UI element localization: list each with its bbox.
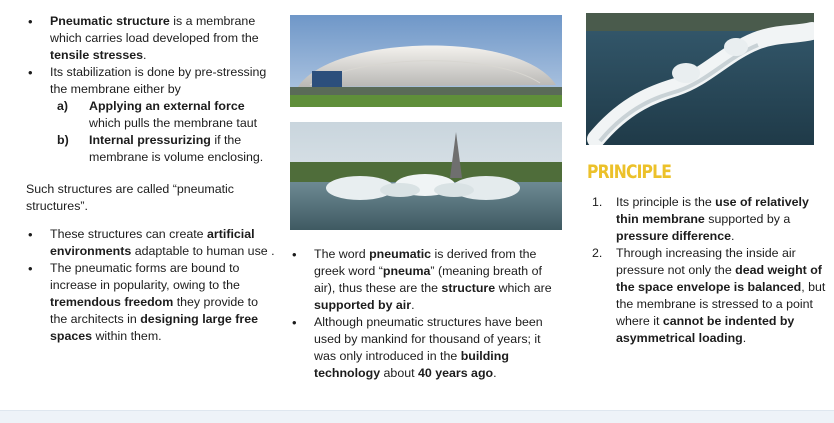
- environments-bullet: • These structures can create artificial environments adaptable to human use .: [26, 226, 276, 260]
- method-b-label: b): [57, 133, 69, 147]
- principle-list: [586, 194, 826, 347]
- principle-item-2: 2. Through increasing the inside air pressure not only the dead weight of the space envelope is balanced, but the membrane is stressed to a point where it cannot be indented by asymmetrical loading.: [592, 246, 826, 345]
- item-1-number: 1.: [592, 195, 603, 209]
- item-2-number: 2.: [592, 246, 603, 260]
- inflatable-bridge-photo: [586, 13, 814, 145]
- left-text-column: [26, 13, 276, 345]
- definition-list: [26, 13, 276, 98]
- history-bullet: • Although pneumatic structures have been used by mankind for thousand of years; it was only introduced in the building technology about 40 years ago.: [290, 314, 562, 382]
- principle-text-column: [586, 194, 826, 347]
- popularity-bullet: • The pneumatic forms are bound to increase in popularity, owing to the tremendous freedom they provide to the architects in designing large free spaces within them.: [26, 260, 276, 345]
- method-b: b) Internal pressurizing if the membrane is volume enclosing.: [57, 133, 264, 164]
- middle-text-column: [290, 246, 562, 382]
- etymology-bullet: • The word pneumatic is derived from the greek word “pneuma” (meaning breath of air), thus these are the structure which are supported by air.: [290, 246, 562, 314]
- stabilization-methods: [26, 98, 276, 166]
- etymology-list: [290, 246, 562, 382]
- naming-paragraph: Such structures are called “pneumatic structures”.: [26, 182, 234, 213]
- term-tensile-stresses: tensile stresses: [50, 48, 143, 62]
- term-pneumatic-structure: Pneumatic structure: [50, 14, 170, 28]
- method-a: a) Applying an external force which pulls the membrane taut: [57, 99, 258, 130]
- benefits-list: [26, 226, 276, 345]
- method-a-label: a): [57, 99, 69, 113]
- floating-pods-photo: [290, 122, 562, 230]
- definition-bullet: • Pneumatic structure is a membrane which carries load developed from the tensile stresses.: [26, 13, 276, 64]
- air-dome-photo: [290, 15, 562, 107]
- stabilization-bullet: • Its stabilization is done by pre-stressing the membrane either by: [26, 64, 276, 98]
- principle-item-1: 1. Its principle is the use of relatively thin membrane supported by a pressure difference.: [592, 195, 809, 243]
- bottom-strip: [0, 410, 834, 423]
- principle-heading: PRINCIPLE: [587, 161, 672, 183]
